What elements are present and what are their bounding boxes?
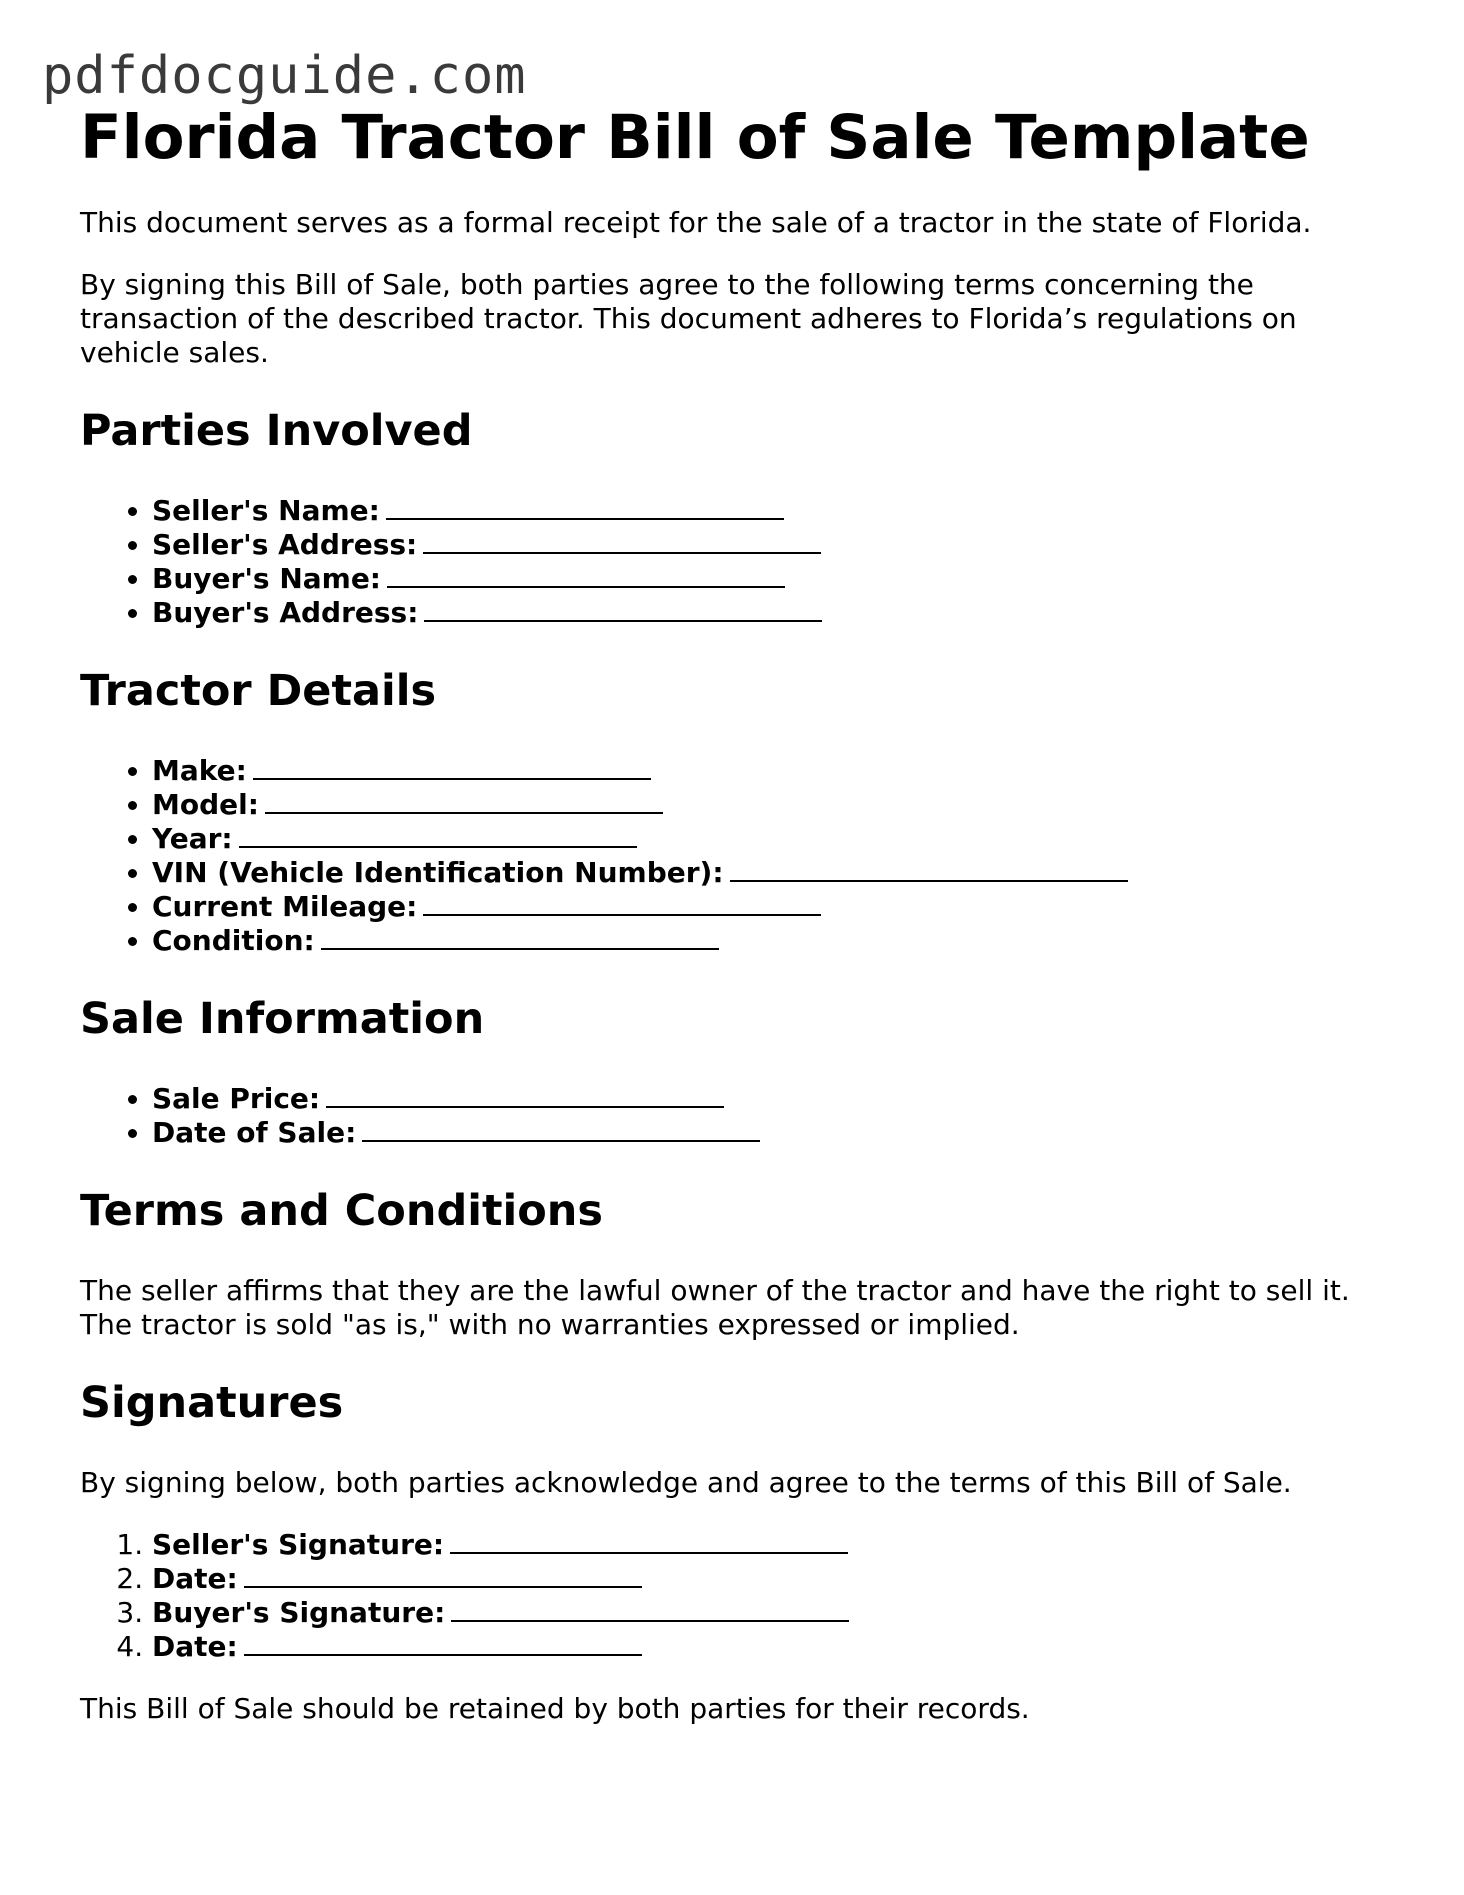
field-label: Sale Price: bbox=[152, 1082, 321, 1115]
document-page bbox=[80, 98, 1400, 1726]
list-item bbox=[152, 856, 1400, 890]
signatures-heading: Signatures bbox=[80, 1378, 344, 1428]
model-blank[interactable] bbox=[265, 788, 663, 814]
list-item bbox=[152, 528, 1400, 562]
list-item bbox=[152, 1596, 1400, 1630]
signatures-list bbox=[80, 1528, 1400, 1664]
list-item bbox=[152, 822, 1400, 856]
tractor-list bbox=[80, 754, 1400, 958]
intro-paragraph-1: This document serves as a formal receipt for the sale of a tractor in the state of Florida. bbox=[80, 206, 1312, 239]
tractor-heading: Tractor Details bbox=[80, 666, 437, 716]
buyer-name-blank[interactable] bbox=[387, 562, 785, 588]
parties-heading: Parties Involved bbox=[80, 406, 473, 456]
site-watermark: pdfdocguide.com bbox=[42, 46, 527, 106]
buyer-date-blank[interactable] bbox=[244, 1630, 642, 1656]
intro-paragraph-2: By signing this Bill of Sale, both parties agree to the following terms concerning the transaction of the described tractor. This document adheres to Florida’s regulations on vehicle sales. bbox=[80, 268, 1297, 369]
list-item bbox=[152, 596, 1400, 630]
signatures-intro: By signing below, both parties acknowledge and agree to the terms of this Bill of Sale. bbox=[80, 1466, 1292, 1499]
field-label: Model: bbox=[152, 788, 259, 821]
field-label: VIN (Vehicle Identification Number): bbox=[152, 856, 724, 889]
sale-list bbox=[80, 1082, 1400, 1150]
list-item bbox=[152, 1082, 1400, 1116]
sale-heading: Sale Information bbox=[80, 994, 485, 1044]
field-label: Date of Sale: bbox=[152, 1116, 357, 1149]
vin-blank[interactable] bbox=[730, 856, 1128, 882]
buyer-signature-blank[interactable] bbox=[451, 1596, 849, 1622]
list-item bbox=[152, 1562, 1400, 1596]
seller-date-blank[interactable] bbox=[244, 1562, 642, 1588]
field-label: Seller's Name: bbox=[152, 494, 380, 527]
sale-date-blank[interactable] bbox=[362, 1116, 760, 1142]
terms-heading: Terms and Conditions bbox=[80, 1186, 604, 1236]
document-title: Florida Tractor Bill of Sale Template bbox=[80, 102, 1310, 173]
year-blank[interactable] bbox=[239, 822, 637, 848]
list-item bbox=[152, 924, 1400, 958]
field-label: Buyer's Signature: bbox=[152, 1596, 446, 1629]
field-label: Seller's Address: bbox=[152, 528, 418, 561]
list-item bbox=[152, 1116, 1400, 1150]
seller-name-blank[interactable] bbox=[386, 494, 784, 520]
condition-blank[interactable] bbox=[321, 924, 719, 950]
make-blank[interactable] bbox=[253, 754, 651, 780]
buyer-address-blank[interactable] bbox=[424, 596, 822, 622]
sale-price-blank[interactable] bbox=[326, 1082, 724, 1108]
field-label: Buyer's Address: bbox=[152, 596, 419, 629]
seller-signature-blank[interactable] bbox=[450, 1528, 848, 1554]
seller-address-blank[interactable] bbox=[423, 528, 821, 554]
parties-list bbox=[80, 494, 1400, 630]
field-label: Seller's Signature: bbox=[152, 1528, 445, 1561]
mileage-blank[interactable] bbox=[423, 890, 821, 916]
field-label: Year: bbox=[152, 822, 233, 855]
list-item bbox=[152, 494, 1400, 528]
closing-paragraph: This Bill of Sale should be retained by both parties for their records. bbox=[80, 1692, 1030, 1725]
field-label: Make: bbox=[152, 754, 247, 787]
field-label: Current Mileage: bbox=[152, 890, 418, 923]
list-item bbox=[152, 890, 1400, 924]
list-item bbox=[152, 754, 1400, 788]
field-label: Date: bbox=[152, 1630, 238, 1663]
list-item bbox=[152, 788, 1400, 822]
list-item bbox=[152, 1528, 1400, 1562]
list-item bbox=[152, 562, 1400, 596]
terms-paragraph: The seller affirms that they are the lawful owner of the tractor and have the right to sell it. The tractor is sold "as is," with no warranties expressed or implied. bbox=[80, 1274, 1350, 1341]
field-label: Buyer's Name: bbox=[152, 562, 382, 595]
list-item bbox=[152, 1630, 1400, 1664]
field-label: Condition: bbox=[152, 924, 315, 957]
field-label: Date: bbox=[152, 1562, 238, 1595]
